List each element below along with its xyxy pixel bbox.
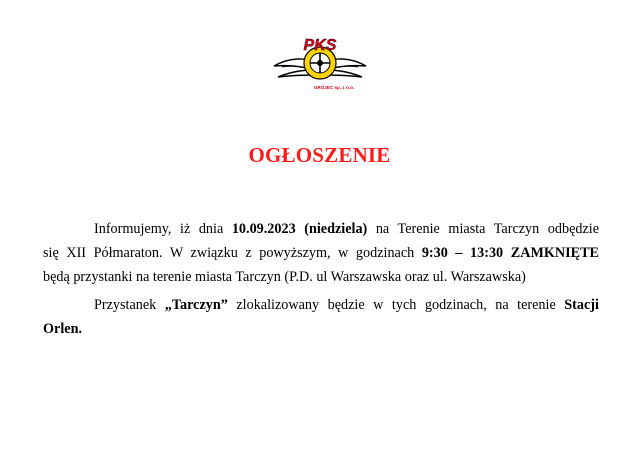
closure-time: 9:30 – 13:30 — [421, 245, 504, 261]
text-segment — [503, 245, 511, 261]
pks-emblem-icon — [272, 28, 368, 94]
paragraph1-line2 — [43, 241, 599, 265]
text-segment — [296, 221, 305, 237]
text-segment: na Terenie miasta Tarczyn odbędzie — [367, 221, 599, 237]
station-name: Stacji — [564, 297, 599, 313]
paragraph1-line3 — [43, 265, 599, 289]
notice-body — [43, 217, 599, 341]
event-date: 10.09.2023 — [231, 221, 296, 237]
event-day: (niedziela) — [304, 221, 368, 237]
paragraph2-line1 — [43, 293, 599, 317]
paragraph1-line1 — [43, 217, 599, 241]
station-name-cont: Orlen. — [43, 321, 83, 337]
text-segment: będą przystanki na terenie miasta Tarczyn (P.D. ul Warszawska oraz ul. Warszawska) — [43, 269, 526, 285]
text-segment: Przystanek — [94, 297, 165, 313]
paragraph2-line2 — [43, 317, 599, 341]
text-segment: się XII Półmaraton. W związku z powyższym, w godzinach — [43, 245, 422, 261]
svg-text:PKS: PKS — [303, 37, 337, 54]
notice-heading: OGŁOSZENIE — [248, 143, 391, 167]
svg-text:GRÓJEC sp. z o.o.: GRÓJEC sp. z o.o. — [313, 85, 355, 90]
company-logo — [272, 28, 368, 94]
text-segment: zlokalizowany będzie w tych godzinach, na terenie — [227, 297, 565, 313]
text-segment: Informujemy, iż dnia — [94, 221, 232, 237]
stop-name: „Tarczyn” — [164, 297, 228, 313]
closure-status: ZAMKNIĘTE — [510, 245, 600, 261]
